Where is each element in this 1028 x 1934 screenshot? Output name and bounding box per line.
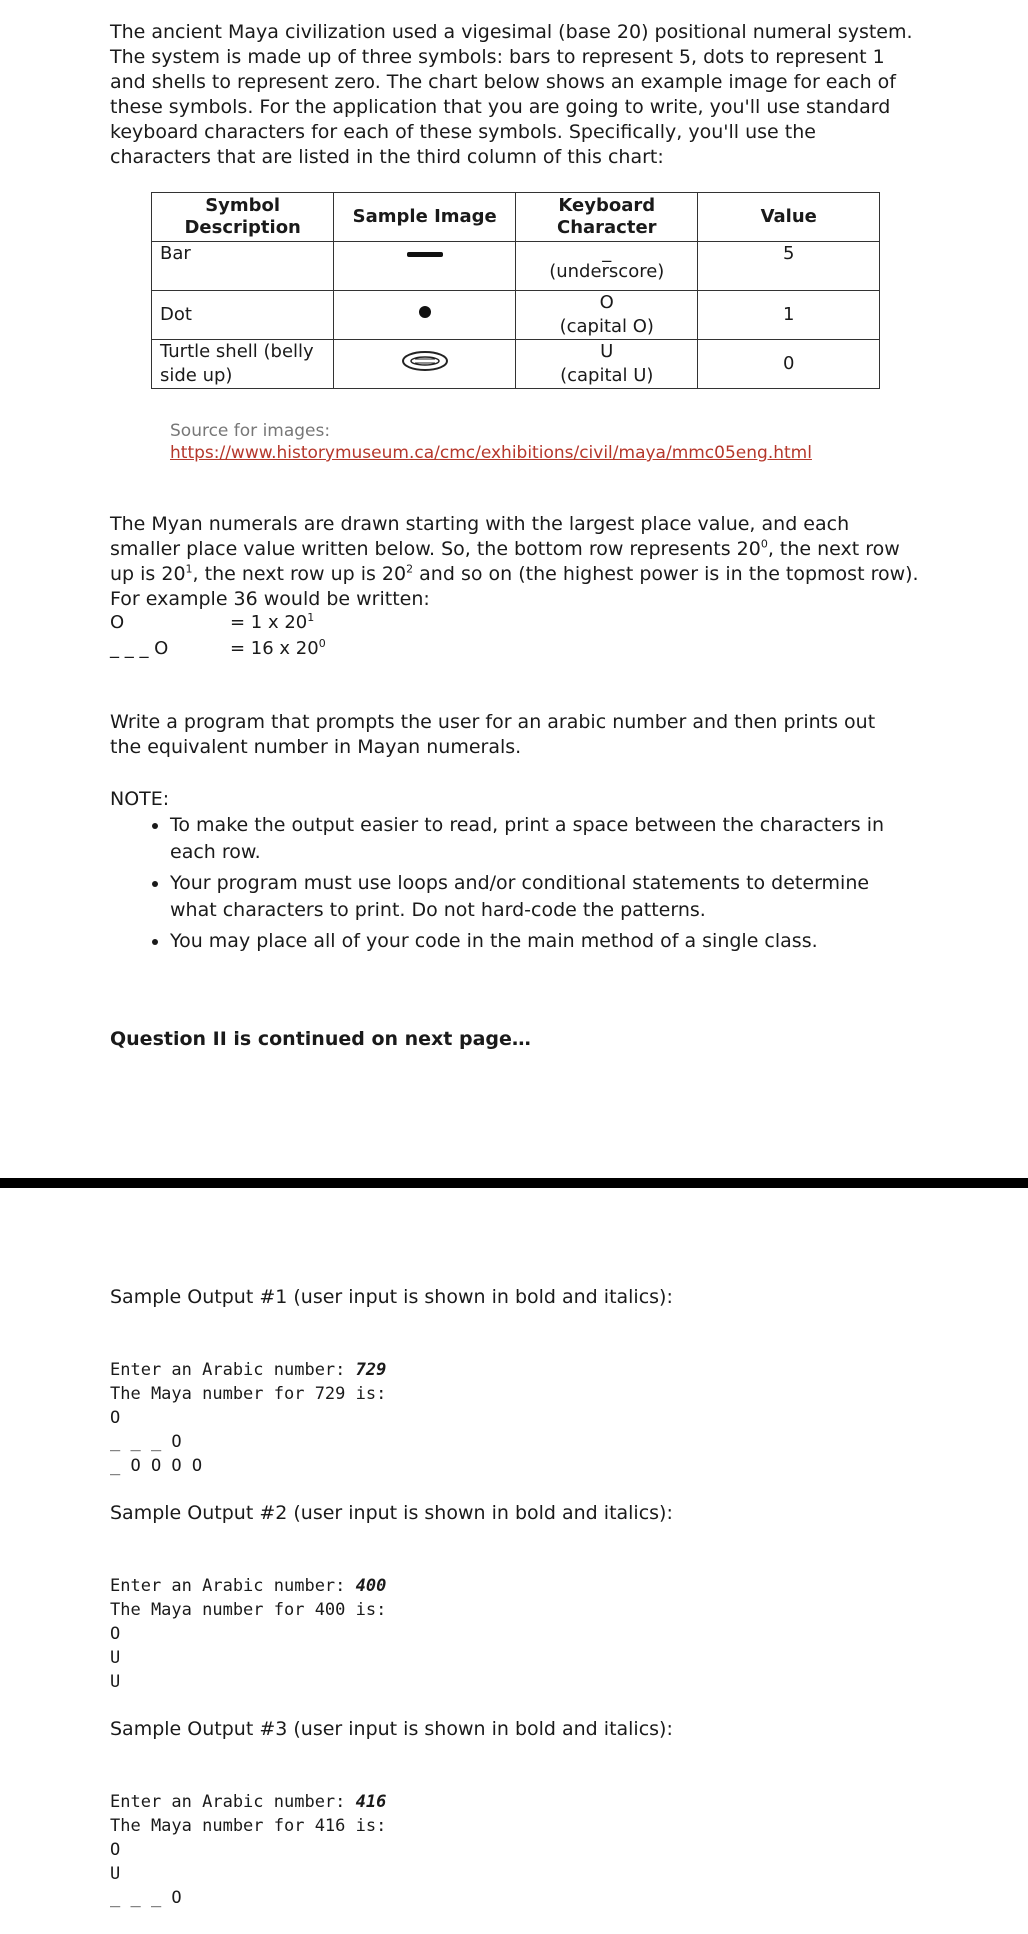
image-source xyxy=(170,420,812,464)
value-cell: 1 xyxy=(698,291,880,340)
note-bullet: • You may place all of your code in the main method of a single class. xyxy=(170,928,920,955)
maya-row: _ _ _ O xyxy=(110,1432,182,1452)
page-divider xyxy=(0,1178,1028,1188)
header-value: Value xyxy=(698,193,880,242)
keyboard-char-note: (capital O) xyxy=(559,316,654,337)
row-description: Bar xyxy=(152,242,334,291)
dot-icon xyxy=(334,291,516,340)
sample-output: Enter an Arabic number: 729 The Maya number for 729 is: O _ _ _ O _ O O O O xyxy=(110,1360,387,1476)
example-row-1 xyxy=(110,612,314,634)
explain-line: For example 36 would be written: xyxy=(110,588,430,610)
maya-row: U xyxy=(110,1648,121,1668)
continued-note: Question II is continued on next page… xyxy=(110,1028,531,1050)
source-link[interactable]: https://www.historymuseum.ca/cmc/exhibitions/civil/maya/mmc05eng.html xyxy=(170,443,812,463)
row-description: Dot xyxy=(152,291,334,340)
maya-row: U xyxy=(110,1672,121,1692)
sample-title: Sample Output #1 (user input is shown in bold and italics): xyxy=(110,1286,673,1308)
result-line: The Maya number for 400 is: xyxy=(110,1600,387,1620)
maya-row: U xyxy=(110,1864,121,1884)
note-bullet: • Your program must use loops and/or conditional statements to determine what characters to print. Do not hard-code the patterns. xyxy=(170,870,920,924)
header-symbol-description: Symbol Description xyxy=(152,193,334,242)
keyboard-char-note: (capital U) xyxy=(560,365,654,386)
user-input: 729 xyxy=(355,1360,387,1380)
value-cell: 5 xyxy=(698,242,880,291)
sample-title: Sample Output #3 (user input is shown in bold and italics): xyxy=(110,1718,673,1740)
bar-icon xyxy=(334,242,516,291)
note-list xyxy=(110,812,920,955)
keyboard-character-cell xyxy=(516,291,698,340)
explanation-paragraph: The Myan numerals are drawn starting with the largest place value, and each smaller place value written below. So, the bottom row represents $20^0$, the next row up is $20^1$, the next row up is $20^2$ and so on (the highest power is in the topmost row). For example 36 would be written: xyxy=(110,513,919,610)
example-equation: = 1 x $20^1$ xyxy=(230,611,315,633)
keyboard-character-cell xyxy=(516,242,698,291)
keyboard-char: _ xyxy=(602,242,612,263)
example-symbol: O xyxy=(110,612,125,633)
example-row-2 xyxy=(110,638,326,660)
intro-line: characters that are listed in the third column of this chart: xyxy=(110,146,664,168)
value-cell: 0 xyxy=(698,340,880,389)
example-equation: = 16 x $20^0$ xyxy=(230,637,326,659)
sample-output: Enter an Arabic number: 400 The Maya number for 400 is: O U U xyxy=(110,1576,387,1692)
user-input: 416 xyxy=(355,1792,387,1812)
symbol-table xyxy=(151,192,880,389)
note-section xyxy=(110,786,920,959)
task-paragraph xyxy=(110,710,920,760)
intro-line: The system is made up of three symbols: bars to represent 5, dots to represent 1 xyxy=(110,46,885,68)
table-row xyxy=(152,291,880,340)
explain-line: The Myan numerals are drawn starting with the largest place value, and each xyxy=(110,513,850,535)
intro-line: The ancient Maya civilization used a vigesimal (base 20) positional numeral system. xyxy=(110,21,913,43)
intro-line: these symbols. For the application that you are going to write, you'll use standard xyxy=(110,96,891,118)
intro-line: and shells to represent zero. The chart below shows an example image for each of xyxy=(110,71,896,93)
result-line: The Maya number for 729 is: xyxy=(110,1384,387,1404)
task-line: Write a program that prompts the user for an arabic number and then prints out xyxy=(110,711,876,733)
user-input: 400 xyxy=(355,1576,387,1596)
maya-row: O xyxy=(110,1624,121,1644)
sample-output: Enter an Arabic number: 416 The Maya number for 416 is: O U _ _ _ O xyxy=(110,1792,387,1908)
maya-row: _ O O O O xyxy=(110,1456,203,1476)
note-bullet: • To make the output easier to read, print a space between the characters in each row. xyxy=(170,812,920,866)
task-line: the equivalent number in Mayan numerals. xyxy=(110,736,522,758)
maya-row: _ _ _ O xyxy=(110,1888,182,1908)
maya-row: O xyxy=(110,1408,121,1428)
header-sample-image: Sample Image xyxy=(334,193,516,242)
source-label: Source for images: xyxy=(170,421,331,441)
note-label: NOTE: xyxy=(110,788,170,810)
keyboard-char: U xyxy=(600,341,614,362)
shell-icon xyxy=(334,340,516,389)
example-symbol: _ _ _ O xyxy=(110,638,169,659)
result-line: The Maya number for 416 is: xyxy=(110,1816,387,1836)
table-row xyxy=(152,242,880,291)
row-description: Turtle shell (belly side up) xyxy=(152,340,334,389)
header-keyboard-character: Keyboard Character xyxy=(516,193,698,242)
intro-paragraph xyxy=(110,20,920,170)
keyboard-character-cell xyxy=(516,340,698,389)
table-header-row xyxy=(152,193,880,242)
intro-line: keyboard characters for each of these symbols. Specifically, you'll use the xyxy=(110,121,816,143)
keyboard-char-note: (underscore) xyxy=(549,261,665,282)
table-row xyxy=(152,340,880,389)
maya-row: O xyxy=(110,1840,121,1860)
sample-title: Sample Output #2 (user input is shown in bold and italics): xyxy=(110,1502,673,1524)
keyboard-char: O xyxy=(599,292,614,313)
